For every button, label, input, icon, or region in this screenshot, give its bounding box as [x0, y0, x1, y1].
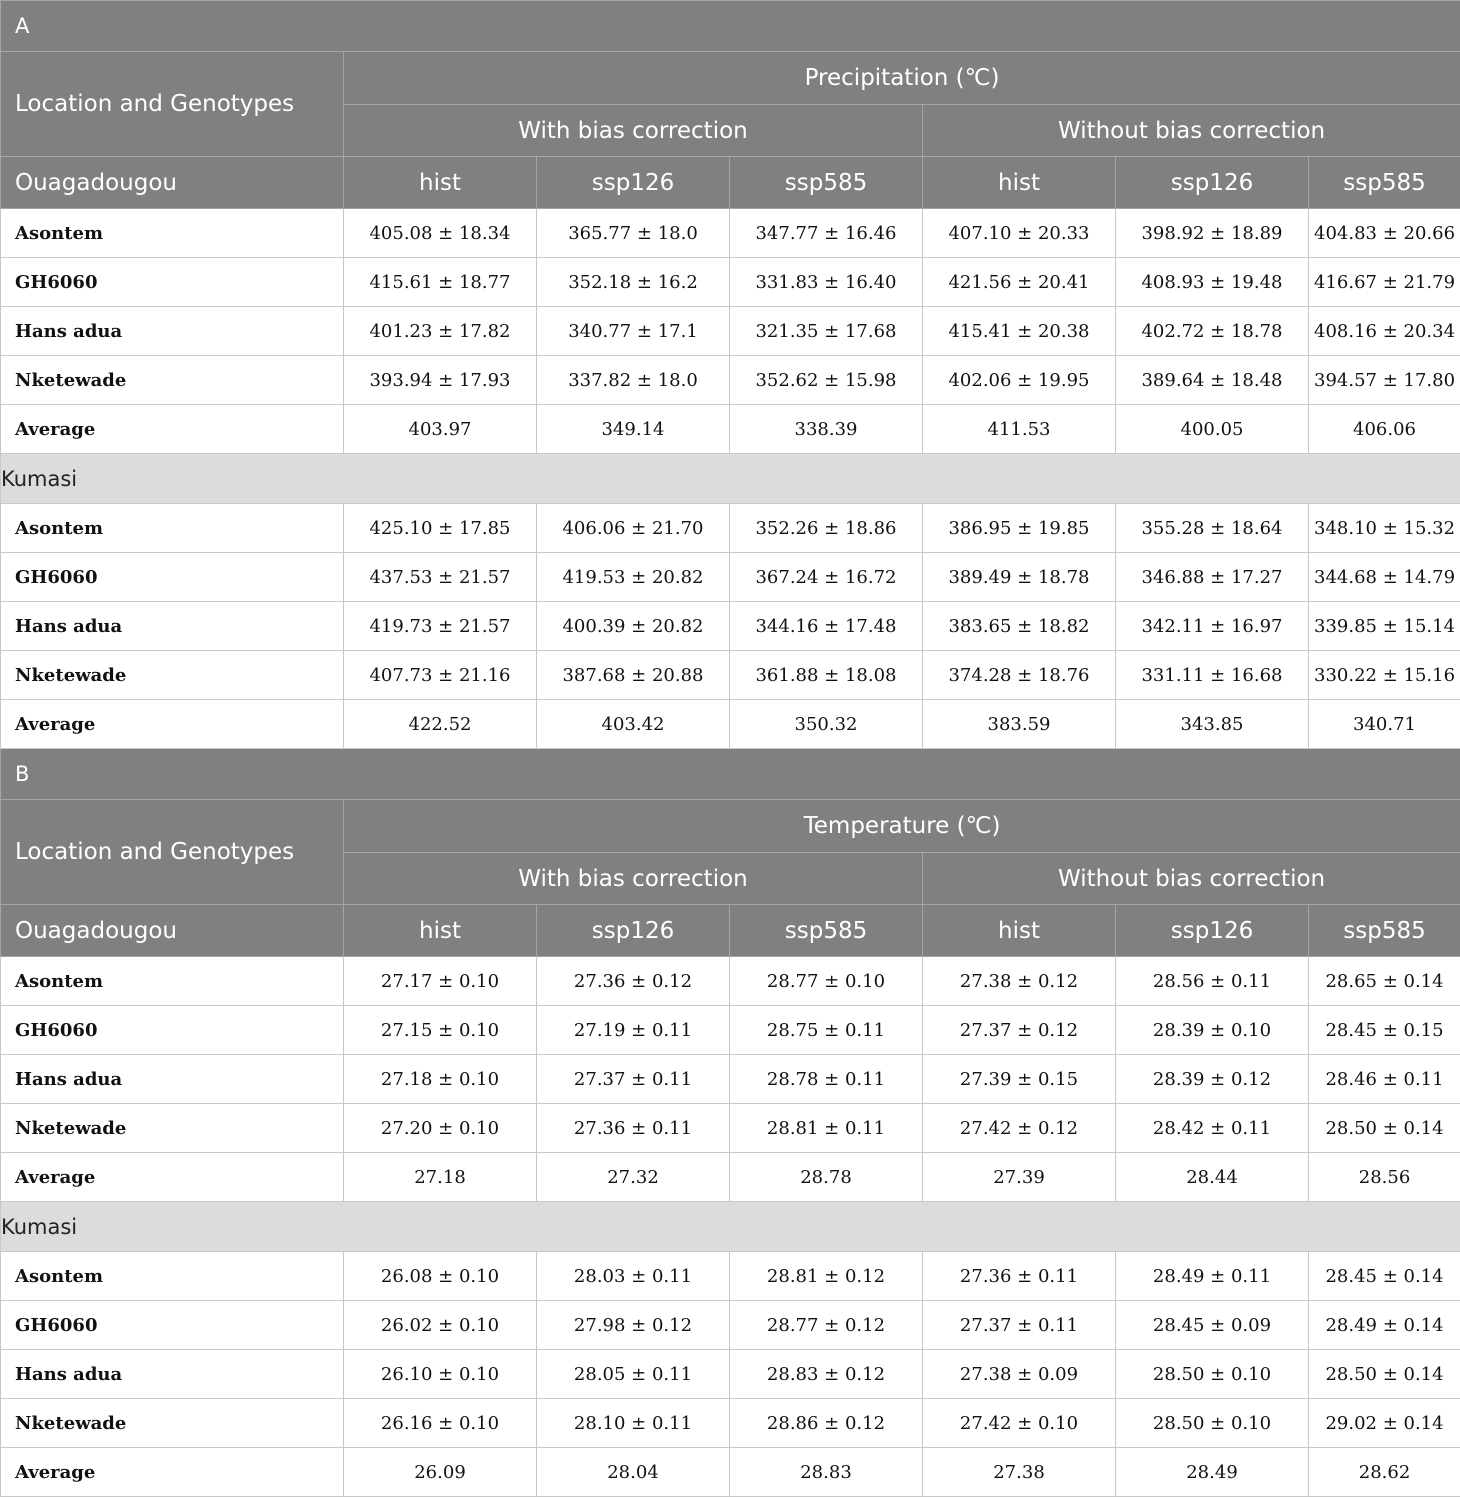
group-with-bias: With bias correction [344, 853, 923, 905]
location-name: Kumasi [1, 454, 1460, 504]
value-cell: 331.83 ± 16.40 [730, 258, 923, 307]
value-cell: 398.92 ± 18.89 [1116, 209, 1309, 258]
value-cell: 400.05 [1116, 405, 1309, 454]
value-cell: 421.56 ± 20.41 [923, 258, 1116, 307]
value-cell: 28.45 ± 0.09 [1116, 1301, 1309, 1350]
location-header: Ouagadougou [1, 157, 344, 209]
value-cell: 411.53 [923, 405, 1116, 454]
value-cell: 28.56 [1309, 1153, 1460, 1202]
value-cell: 28.45 ± 0.15 [1309, 1006, 1460, 1055]
section-label-row [1, 749, 1460, 800]
scenario-header: ssp585 [1309, 905, 1460, 957]
value-cell: 344.68 ± 14.79 [1309, 553, 1460, 602]
value-cell: 28.49 ± 0.11 [1116, 1252, 1309, 1301]
value-cell: 28.04 [537, 1448, 730, 1497]
value-cell: 28.03 ± 0.11 [537, 1252, 730, 1301]
value-cell: 27.38 ± 0.12 [923, 957, 1116, 1006]
value-cell: 349.14 [537, 405, 730, 454]
value-cell: 330.22 ± 15.16 [1309, 651, 1460, 700]
genotype-name: GH6060 [1, 1006, 344, 1055]
scenario-header: ssp126 [1116, 905, 1309, 957]
value-cell: 383.59 [923, 700, 1116, 749]
genotype-name: GH6060 [1, 553, 344, 602]
table-row [1, 356, 1460, 405]
value-cell: 26.09 [344, 1448, 537, 1497]
table-row [1, 1448, 1460, 1497]
table-row [1, 1350, 1460, 1399]
value-cell: 352.62 ± 15.98 [730, 356, 923, 405]
table-row [1, 1055, 1460, 1104]
value-cell: 408.16 ± 20.34 [1309, 307, 1460, 356]
group-without-bias: Without bias correction [923, 105, 1460, 157]
value-cell: 331.11 ± 16.68 [1116, 651, 1309, 700]
value-cell: 367.24 ± 16.72 [730, 553, 923, 602]
genotype-name: Average [1, 405, 344, 454]
group-with-bias: With bias correction [344, 105, 923, 157]
section-label: A [1, 1, 1460, 52]
value-cell: 386.95 ± 19.85 [923, 504, 1116, 553]
value-cell: 26.16 ± 0.10 [344, 1399, 537, 1448]
value-cell: 28.86 ± 0.12 [730, 1399, 923, 1448]
group-without-bias: Without bias correction [923, 853, 1460, 905]
table-row [1, 1301, 1460, 1350]
value-cell: 342.11 ± 16.97 [1116, 602, 1309, 651]
value-cell: 338.39 [730, 405, 923, 454]
genotype-name: Nketewade [1, 651, 344, 700]
variable-header: Temperature (℃) [344, 800, 1460, 853]
table-row [1, 405, 1460, 454]
value-cell: 27.20 ± 0.10 [344, 1104, 537, 1153]
value-cell: 27.36 ± 0.11 [537, 1104, 730, 1153]
value-cell: 402.72 ± 18.78 [1116, 307, 1309, 356]
value-cell: 28.77 ± 0.10 [730, 957, 923, 1006]
value-cell: 28.81 ± 0.12 [730, 1252, 923, 1301]
value-cell: 346.88 ± 17.27 [1116, 553, 1309, 602]
value-cell: 389.64 ± 18.48 [1116, 356, 1309, 405]
value-cell: 28.42 ± 0.11 [1116, 1104, 1309, 1153]
value-cell: 26.10 ± 0.10 [344, 1350, 537, 1399]
value-cell: 416.67 ± 21.79 [1309, 258, 1460, 307]
value-cell: 339.85 ± 15.14 [1309, 602, 1460, 651]
value-cell: 337.82 ± 18.0 [537, 356, 730, 405]
value-cell: 355.28 ± 18.64 [1116, 504, 1309, 553]
value-cell: 389.49 ± 18.78 [923, 553, 1116, 602]
location-header: Ouagadougou [1, 905, 344, 957]
value-cell: 28.50 ± 0.14 [1309, 1350, 1460, 1399]
table-row [1, 700, 1460, 749]
value-cell: 419.53 ± 20.82 [537, 553, 730, 602]
value-cell: 348.10 ± 15.32 [1309, 504, 1460, 553]
value-cell: 352.26 ± 18.86 [730, 504, 923, 553]
genotype-name: Asontem [1, 957, 344, 1006]
value-cell: 321.35 ± 17.68 [730, 307, 923, 356]
section-label-row [1, 1, 1460, 52]
value-cell: 374.28 ± 18.76 [923, 651, 1116, 700]
value-cell: 28.75 ± 0.11 [730, 1006, 923, 1055]
value-cell: 343.85 [1116, 700, 1309, 749]
genotype-name: Average [1, 1448, 344, 1497]
value-cell: 27.32 [537, 1153, 730, 1202]
table-row [1, 258, 1460, 307]
value-cell: 419.73 ± 21.57 [344, 602, 537, 651]
value-cell: 28.39 ± 0.12 [1116, 1055, 1309, 1104]
value-cell: 28.50 ± 0.14 [1309, 1104, 1460, 1153]
genotype-name: Nketewade [1, 1104, 344, 1153]
value-cell: 394.57 ± 17.80 [1309, 356, 1460, 405]
value-cell: 28.62 [1309, 1448, 1460, 1497]
value-cell: 28.45 ± 0.14 [1309, 1252, 1460, 1301]
value-cell: 27.17 ± 0.10 [344, 957, 537, 1006]
genotype-name: Hans adua [1, 307, 344, 356]
scenario-header-row [1, 905, 1460, 957]
scenario-header-row [1, 157, 1460, 209]
value-cell: 28.78 ± 0.11 [730, 1055, 923, 1104]
value-cell: 27.37 ± 0.11 [923, 1301, 1116, 1350]
genotype-name: Hans adua [1, 1055, 344, 1104]
value-cell: 352.18 ± 16.2 [537, 258, 730, 307]
scenario-header: ssp126 [537, 157, 730, 209]
genotype-name: Nketewade [1, 1399, 344, 1448]
value-cell: 406.06 ± 21.70 [537, 504, 730, 553]
variable-header-row [1, 800, 1460, 853]
value-cell: 28.78 [730, 1153, 923, 1202]
value-cell: 403.97 [344, 405, 537, 454]
scenario-header: ssp126 [1116, 157, 1309, 209]
location-row [1, 1202, 1460, 1252]
value-cell: 404.83 ± 20.66 [1309, 209, 1460, 258]
genotype-name: Nketewade [1, 356, 344, 405]
value-cell: 28.10 ± 0.11 [537, 1399, 730, 1448]
value-cell: 401.23 ± 17.82 [344, 307, 537, 356]
value-cell: 27.37 ± 0.12 [923, 1006, 1116, 1055]
value-cell: 28.05 ± 0.11 [537, 1350, 730, 1399]
section-label: B [1, 749, 1460, 800]
value-cell: 26.02 ± 0.10 [344, 1301, 537, 1350]
value-cell: 27.42 ± 0.12 [923, 1104, 1116, 1153]
value-cell: 347.77 ± 16.46 [730, 209, 923, 258]
value-cell: 361.88 ± 18.08 [730, 651, 923, 700]
row-header: Location and Genotypes [1, 52, 344, 157]
value-cell: 27.19 ± 0.11 [537, 1006, 730, 1055]
value-cell: 406.06 [1309, 405, 1460, 454]
value-cell: 27.15 ± 0.10 [344, 1006, 537, 1055]
value-cell: 28.50 ± 0.10 [1116, 1350, 1309, 1399]
value-cell: 27.18 ± 0.10 [344, 1055, 537, 1104]
value-cell: 425.10 ± 17.85 [344, 504, 537, 553]
genotype-name: Asontem [1, 209, 344, 258]
table-row [1, 553, 1460, 602]
table-row [1, 1104, 1460, 1153]
table-row [1, 651, 1460, 700]
value-cell: 27.38 [923, 1448, 1116, 1497]
table-row [1, 1252, 1460, 1301]
table-row [1, 1153, 1460, 1202]
location-name: Kumasi [1, 1202, 1460, 1252]
value-cell: 27.42 ± 0.10 [923, 1399, 1116, 1448]
value-cell: 383.65 ± 18.82 [923, 602, 1116, 651]
genotype-name: Hans adua [1, 602, 344, 651]
table-row [1, 1399, 1460, 1448]
value-cell: 28.83 [730, 1448, 923, 1497]
value-cell: 340.71 [1309, 700, 1460, 749]
variable-header: Precipitation (℃) [344, 52, 1460, 105]
scenario-header: ssp585 [730, 905, 923, 957]
value-cell: 403.42 [537, 700, 730, 749]
value-cell: 28.39 ± 0.10 [1116, 1006, 1309, 1055]
value-cell: 408.93 ± 19.48 [1116, 258, 1309, 307]
value-cell: 29.02 ± 0.14 [1309, 1399, 1460, 1448]
genotype-name: GH6060 [1, 1301, 344, 1350]
value-cell: 400.39 ± 20.82 [537, 602, 730, 651]
value-cell: 27.37 ± 0.11 [537, 1055, 730, 1104]
genotype-name: Asontem [1, 1252, 344, 1301]
genotype-name: Hans adua [1, 1350, 344, 1399]
value-cell: 350.32 [730, 700, 923, 749]
table-row [1, 602, 1460, 651]
scenario-header: hist [344, 157, 537, 209]
value-cell: 28.49 [1116, 1448, 1309, 1497]
value-cell: 402.06 ± 19.95 [923, 356, 1116, 405]
value-cell: 407.73 ± 21.16 [344, 651, 537, 700]
value-cell: 28.77 ± 0.12 [730, 1301, 923, 1350]
scenario-header: ssp585 [1309, 157, 1460, 209]
table-row [1, 307, 1460, 356]
value-cell: 344.16 ± 17.48 [730, 602, 923, 651]
genotype-name: GH6060 [1, 258, 344, 307]
value-cell: 28.50 ± 0.10 [1116, 1399, 1309, 1448]
value-cell: 28.83 ± 0.12 [730, 1350, 923, 1399]
location-row [1, 454, 1460, 504]
value-cell: 415.61 ± 18.77 [344, 258, 537, 307]
value-cell: 28.44 [1116, 1153, 1309, 1202]
scenario-header: hist [344, 905, 537, 957]
genotype-name: Average [1, 700, 344, 749]
scenario-header: ssp585 [730, 157, 923, 209]
value-cell: 27.38 ± 0.09 [923, 1350, 1116, 1399]
value-cell: 27.18 [344, 1153, 537, 1202]
value-cell: 26.08 ± 0.10 [344, 1252, 537, 1301]
value-cell: 28.49 ± 0.14 [1309, 1301, 1460, 1350]
value-cell: 415.41 ± 20.38 [923, 307, 1116, 356]
value-cell: 340.77 ± 17.1 [537, 307, 730, 356]
value-cell: 28.81 ± 0.11 [730, 1104, 923, 1153]
value-cell: 405.08 ± 18.34 [344, 209, 537, 258]
value-cell: 28.46 ± 0.11 [1309, 1055, 1460, 1104]
genotype-name: Asontem [1, 504, 344, 553]
value-cell: 27.98 ± 0.12 [537, 1301, 730, 1350]
genotype-name: Average [1, 1153, 344, 1202]
value-cell: 393.94 ± 17.93 [344, 356, 537, 405]
value-cell: 407.10 ± 20.33 [923, 209, 1116, 258]
value-cell: 437.53 ± 21.57 [344, 553, 537, 602]
row-header: Location and Genotypes [1, 800, 344, 905]
value-cell: 422.52 [344, 700, 537, 749]
table-row [1, 209, 1460, 258]
scenario-header: hist [923, 157, 1116, 209]
value-cell: 387.68 ± 20.88 [537, 651, 730, 700]
value-cell: 27.36 ± 0.12 [537, 957, 730, 1006]
value-cell: 27.39 [923, 1153, 1116, 1202]
scenario-header: hist [923, 905, 1116, 957]
table-body [1, 1, 1460, 1497]
value-cell: 365.77 ± 18.0 [537, 209, 730, 258]
value-cell: 27.39 ± 0.15 [923, 1055, 1116, 1104]
value-cell: 28.65 ± 0.14 [1309, 957, 1460, 1006]
scenario-header: ssp126 [537, 905, 730, 957]
value-cell: 27.36 ± 0.11 [923, 1252, 1116, 1301]
table-row [1, 1006, 1460, 1055]
table-row [1, 957, 1460, 1006]
variable-header-row [1, 52, 1460, 105]
value-cell: 28.56 ± 0.11 [1116, 957, 1309, 1006]
table-row [1, 504, 1460, 553]
